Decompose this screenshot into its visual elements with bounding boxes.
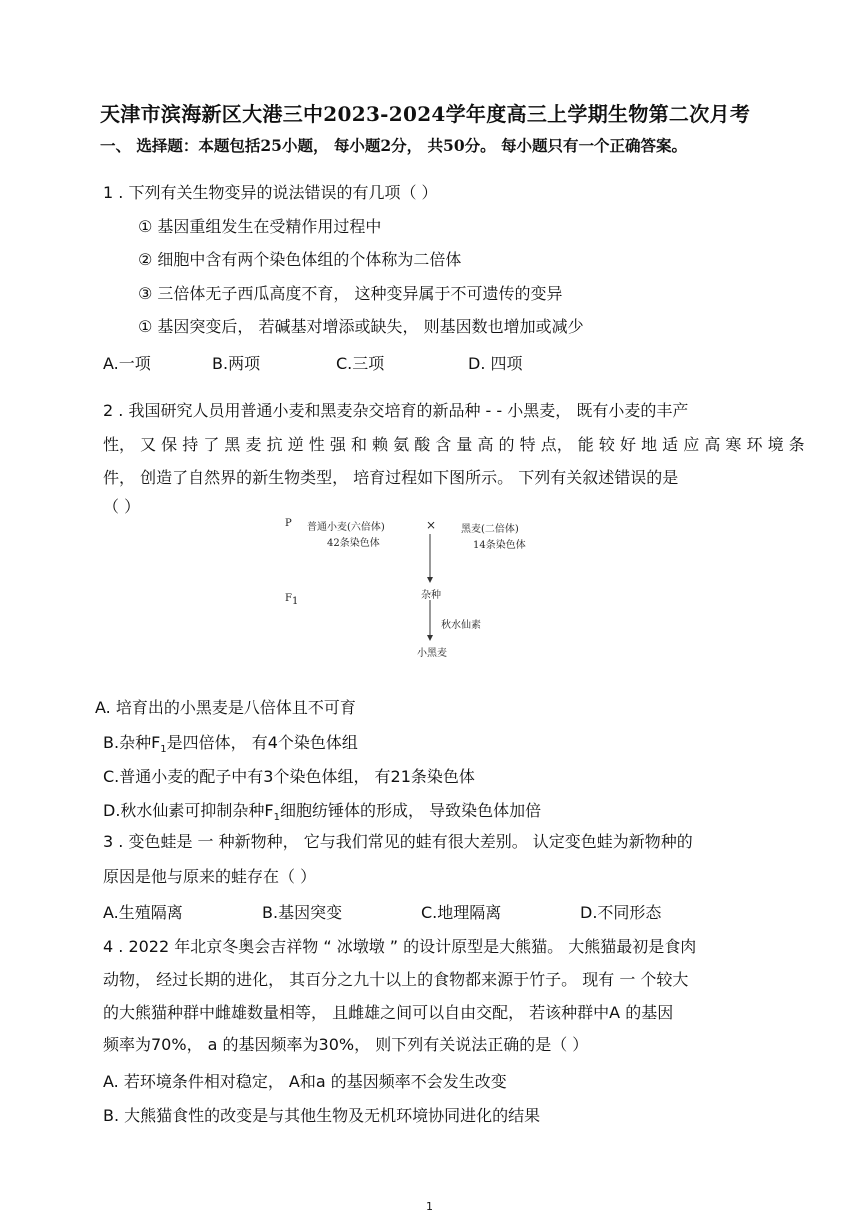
section-heading: 一、 选择题：本题包括25小题， 每小题2分， 共50分。 每小题只有一个正确答案。 (100, 136, 688, 155)
diagram-parent2-chromosomes: 14条染色体 (473, 540, 526, 551)
question-2-option-b: B.杂种$F_1$是四倍体， 有4个染色体组 (103, 733, 358, 756)
diagram-treatment: 秋水仙素 (441, 620, 481, 631)
question-2-option-a: A. 培育出的小黑麦是八倍体且不可育 (95, 698, 356, 717)
diagram-parent1-chromosomes: 42条染色体 (327, 538, 380, 549)
question-1-option-d: D. 四项 (468, 354, 523, 373)
question-2-line-1: 2 . 我国研究人员用普通小麦和黑麦杂交培育的新品种 - - 小黑麦， 既有小麦的丰产 (103, 401, 689, 420)
diagram-parent1: 普通小麦(六倍体) (307, 522, 385, 533)
diagram-parent2: 黑麦(二倍体) (461, 524, 519, 535)
question-1-item-2: ② 细胞中含有两个染色体组的个体称为二倍体 (138, 250, 462, 269)
question-1-option-c: C.三项 (336, 354, 385, 373)
question-2-line-4: （ ） (103, 497, 141, 516)
question-3-option-c: C.地理隔离 (421, 903, 502, 922)
question-3-line-2: 原因是他与原来的蛙存在（ ） (103, 867, 317, 886)
question-3-option-b: B.基因突变 (262, 903, 343, 922)
page-number: 1 (426, 1200, 433, 1213)
question-2-option-c: C.普通小麦的配子中有3个染色体组， 有21条染色体 (103, 767, 475, 786)
question-4-line-2: 动物， 经过长期的进化， 其百分之九十以上的食物都来源于竹子。 现有 一 个较大 (103, 970, 689, 989)
question-1-stem: 1 . 下列有关生物变异的说法错误的有几项（ ） (103, 183, 438, 202)
breeding-diagram (275, 510, 545, 665)
diagram-result: 小黑麦 (417, 648, 447, 659)
question-1-item-1: ① 基因重组发生在受精作用过程中 (138, 217, 382, 236)
diagram-cross-symbol: × (426, 518, 437, 532)
question-1-option-a: A.一项 (103, 354, 151, 373)
question-2-line-3: 件， 创造了自然界的新生物类型， 培育过程如下图所示。 下列有关叙述错误的是 (103, 468, 679, 487)
diagram-f1-label: $F_1$ (285, 593, 299, 607)
question-4-line-4: 频率为70%， a 的基因频率为30%， 则下列有关说法正确的是（ ） (103, 1035, 589, 1054)
question-3-line-1: 3 . 变色蛙是 一 种新物种， 它与我们常见的蛙有很大差别。 认定变色蛙为新物种的 (103, 832, 693, 851)
question-1-item-4: ① 基因突变后， 若碱基对增添或缺失， 则基因数也增加或减少 (138, 317, 584, 336)
question-4-line-3: 的大熊猫种群中雌雄数量相等， 且雌雄之间可以自由交配， 若该种群中A 的基因 (103, 1003, 674, 1022)
question-4-option-a: A. 若环境条件相对稳定， A和a 的基因频率不会发生改变 (103, 1072, 507, 1091)
question-2-option-d: D.秋水仙素可抑制杂种$F_1$细胞纺锤体的形成， 导致染色体加倍 (103, 801, 542, 824)
question-4-option-b: B. 大熊猫食性的改变是与其他生物及无机环境协同进化的结果 (103, 1106, 541, 1125)
diagram-hybrid: 杂种 (421, 590, 441, 601)
question-3-option-a: A.生殖隔离 (103, 903, 183, 922)
diagram-p-label: P (285, 518, 292, 529)
question-3-option-d: D.不同形态 (580, 903, 662, 922)
question-4-line-1: 4 . 2022 年北京冬奥会吉祥物 “ 冰墩墩 ” 的设计原型是大熊猫。 大熊猫最初是食肉 (103, 937, 697, 956)
question-1-item-3: ③ 三倍体无子西瓜高度不育， 这种变异属于不可遗传的变异 (138, 284, 563, 303)
page-title: 天津市滨海新区大港三中2023-2024学年度高三上学期生物第二次月考 (100, 102, 751, 126)
question-1-option-b: B.两项 (212, 354, 261, 373)
question-2-line-2: 性， 又 保 持 了 黑 麦 抗 逆 性 强 和 赖 氨 酸 含 量 高 的 特 点， 能 较 好 地 适 应 高 寒 环 境 条 (103, 435, 805, 454)
